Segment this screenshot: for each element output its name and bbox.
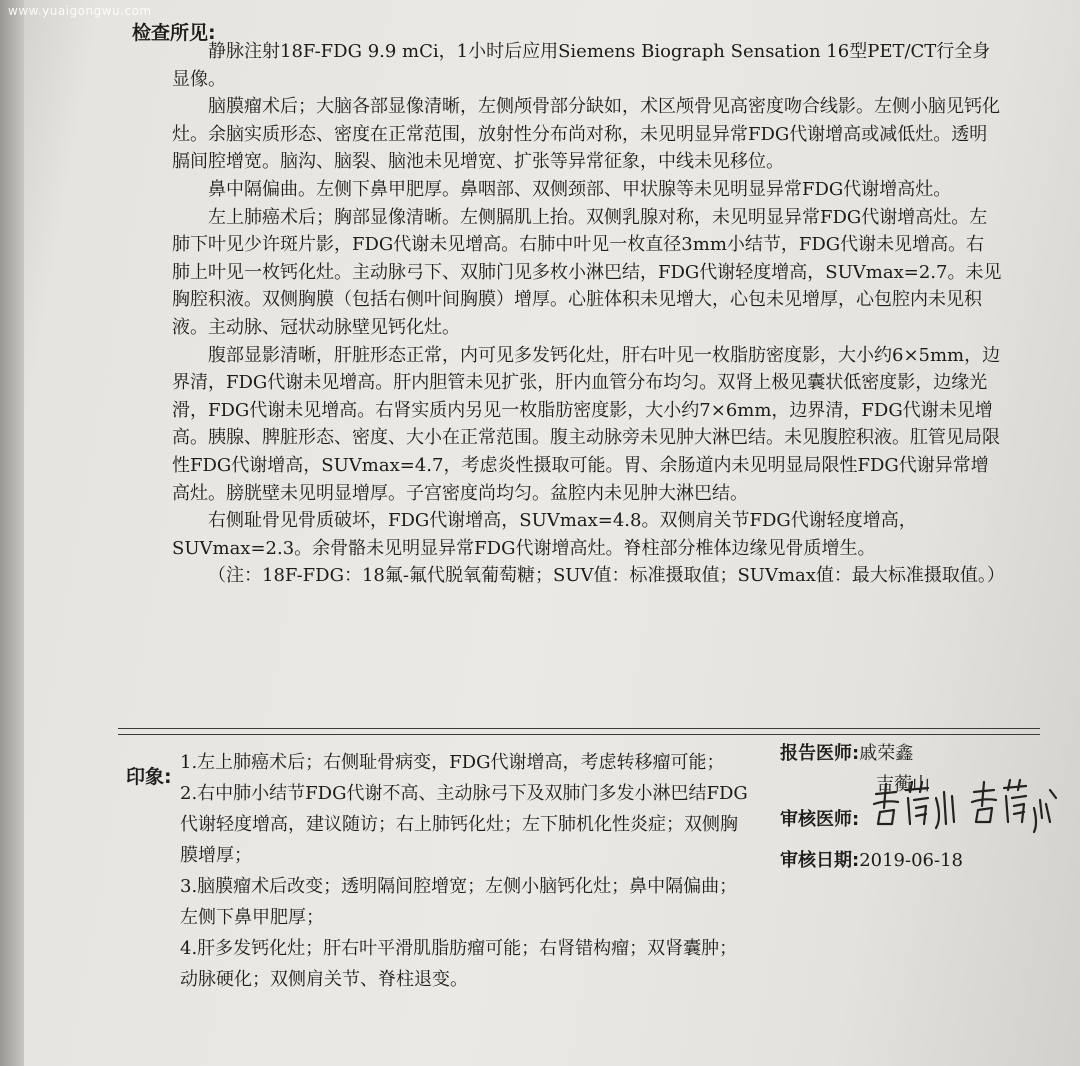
impression-body — [180, 747, 748, 995]
binding-edge — [0, 0, 24, 1066]
findings-body — [172, 38, 1005, 590]
findings-paragraph: 鼻中隔偏曲。左侧下鼻甲肥厚。鼻咽部、双侧颈部、甲状腺等未见明显异常FDG代谢增高灶。 — [208, 178, 952, 200]
reviewer-label: 审核医师: — [780, 809, 860, 830]
findings-note: （注：18F-FDG：18氟-氟代脱氧葡萄糖；SUV值：标准摄取值；SUVmax值：最大标准摄取值。） — [208, 565, 1005, 587]
report-doctor-label: 报告医师: — [780, 743, 860, 764]
section-divider — [118, 734, 1040, 735]
impression-item: 3.脑膜瘤术后改变；透明隔间腔增宽；左侧小脑钙化灶；鼻中隔偏曲；左侧下鼻甲肥厚； — [180, 876, 738, 928]
findings-paragraph: 右侧耻骨见骨质破坏，FDG代谢增高，SUVmax=4.8。双侧肩关节FDG代谢轻度增高，SUVmax=2.3。余骨骼未见明显异常FDG代谢增高灶。脊柱部分椎体边缘见骨质增生。 — [172, 510, 917, 559]
findings-paragraph: 静脉注射18F-FDG 9.9 mCi，1小时后应用Siemens Biograph Sensation 16型PET/CT行全身显像。 — [172, 41, 991, 90]
impression-item: 1.左上肺癌术后；右侧耻骨病变，FDG代谢增高，考虑转移瘤可能； — [180, 752, 725, 773]
review-date: 2019-06-18 — [859, 850, 963, 871]
findings-title: 检查所见: — [132, 22, 216, 44]
report-doctor-name: 吉蘅山 — [876, 774, 930, 795]
findings-paragraph: 腹部显影清晰，肝脏形态正常，内可见多发钙化灶，肝右叶见一枚脂肪密度影，大小约6×5mm，边界清，FDG代谢未见增高。肝内胆管未见扩张，肝内血管分布均匀。双肾上极见囊状低密度影，边缘光滑，FDG代谢未见增高。右肾实质内另见一枚脂肪密度影，大小约7×6mm，边界清，FDG代谢未见增高。胰腺、脾脏形态、密度、大小在正常范围。腹主动脉旁未见肿大淋巴结。未见腹腔积液。肛管见局限性FDG代谢增高，SUVmax=4.7，考虑炎性摄取可能。胃、余肠道内未见明显局限性FDG代谢异常增高灶。膀胱壁未见明显增厚。子宫密度尚均匀。盆腔内未见肿大淋巴结。 — [172, 344, 1001, 504]
reviewer-handwritten-signature — [870, 778, 1060, 838]
site-watermark: www.yuaigongwu.com — [8, 4, 152, 18]
section-divider — [118, 728, 1040, 729]
report-doctor-name: 戚荣鑫 — [859, 743, 914, 764]
impression-item: 2.右中肺小结节FDG代谢不高、主动脉弓下及双肺门多发小淋巴结FDG代谢轻度增高，建议随访；右上肺钙化灶；左下肺机化性炎症；双侧胸膜增厚； — [180, 783, 748, 866]
findings-paragraph: 脑膜瘤术后；大脑各部显像清晰，左侧颅骨部分缺如，术区颅骨见高密度吻合线影。左侧小脑见钙化灶。余脑实质形态、密度在正常范围，放射性分布尚对称，未见明显异常FDG代谢增高或减低灶。透明膈间腔增宽。脑沟、脑裂、脑池未见增宽、扩张等异常征象，中线未见移位。 — [172, 96, 1000, 173]
findings-paragraph: 左上肺癌术后；胸部显像清晰。左侧膈肌上抬。双侧乳腺对称，未见明显异常FDG代谢增高灶。左肺下叶见少许斑片影，FDG代谢未见增高。右肺中叶见一枚直径3mm小结节，FDG代谢未见增高。右肺上叶见一枚钙化灶。主动脉弓下、双肺门见多枚小淋巴结，FDG代谢轻度增高，SUVmax=2.7。未见胸腔积液。双侧胸膜（包括右侧叶间胸膜）增厚。心脏体积未见增大，心包未见增厚，心包腔内未见积液。主动脉、冠状动脉壁见钙化灶。 — [172, 206, 1002, 338]
impression-item: 4.肝多发钙化灶；肝右叶平滑肌脂肪瘤可能；右肾错构瘤；双肾囊肿；动脉硬化；双侧肩关节、脊柱退变。 — [180, 938, 738, 990]
review-date-label: 审核日期: — [780, 850, 860, 871]
impression-label: 印象: — [126, 766, 172, 788]
